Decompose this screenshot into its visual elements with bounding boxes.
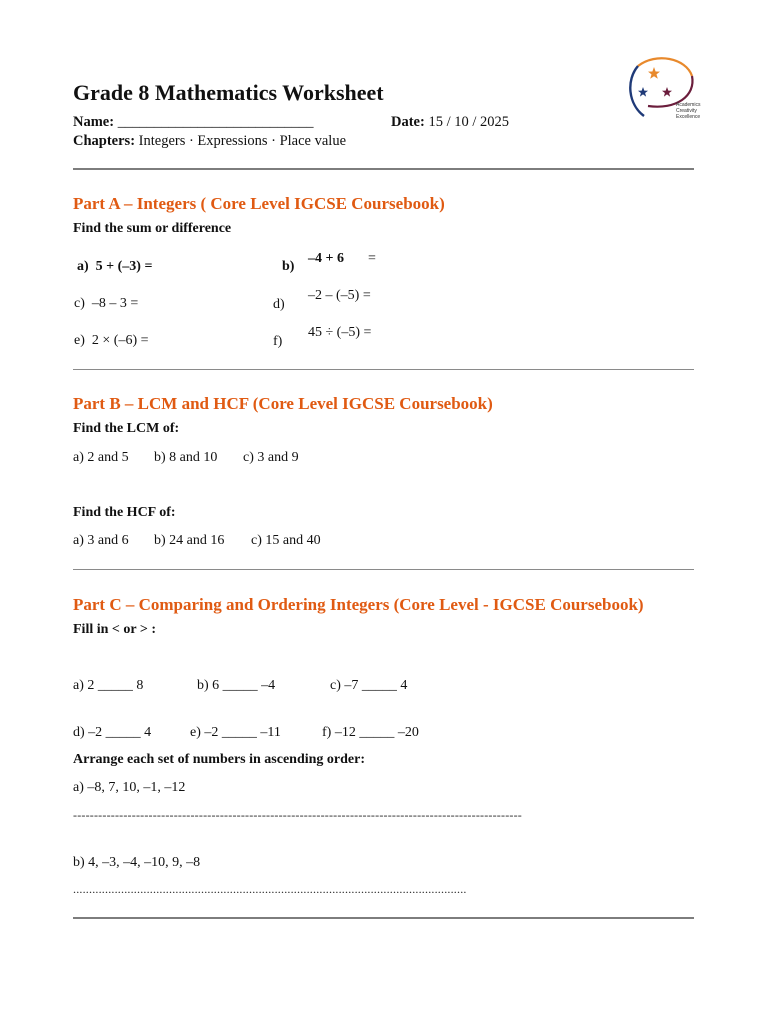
question-d-expression: –2 – (–5) =	[308, 288, 371, 303]
divider	[73, 917, 694, 919]
question-f-label: f)	[273, 334, 283, 349]
chapters-row	[73, 133, 346, 150]
question-label: e)	[74, 333, 85, 348]
logo-motto-line: Creativity	[676, 108, 697, 114]
compare-item: b) 6 _____ –4	[197, 678, 276, 693]
chapters-label: Chapters:	[73, 133, 136, 149]
chapters-value: Integers · Expressions · Place value	[138, 133, 347, 149]
question-label: c)	[74, 296, 85, 311]
hcf-item: c) 15 and 40	[251, 533, 321, 548]
arrange-set-b: b) 4, –3, –4, –10, 9, –8	[73, 855, 201, 870]
page-title: Grade 8 Mathematics Worksheet	[73, 80, 384, 105]
logo-motto	[676, 102, 700, 120]
arrange-instruction: Arrange each set of numbers in ascending order:	[73, 752, 366, 767]
answer-line-b[interactable]: ...........................................................................................................................	[73, 882, 467, 896]
logo-motto-line: Excellence	[676, 114, 701, 120]
lcm-instruction: Find the LCM of:	[73, 421, 180, 436]
compare-item: d) –2 _____ 4	[73, 725, 152, 740]
date-row	[391, 114, 509, 131]
answer-line-a[interactable]: -----------------------------------------------------------------------------------------------------------	[73, 808, 522, 822]
compare-item: e) –2 _____ –11	[190, 725, 281, 740]
question-expression: –8 – 3 =	[91, 296, 139, 311]
hcf-item: b) 24 and 16	[154, 533, 225, 548]
compare-item: f) –12 _____ –20	[322, 725, 419, 740]
divider	[73, 569, 694, 570]
question-a	[77, 259, 152, 275]
divider	[73, 369, 694, 370]
question-b-expression: –4 + 6	[308, 251, 344, 266]
name-blank[interactable]: ___________________________	[117, 114, 314, 130]
part-a-title: Part A – Integers ( Core Level IGCSE Coursebook)	[73, 194, 445, 213]
question-e	[74, 333, 149, 349]
question-d-label: d)	[273, 297, 285, 312]
divider	[73, 168, 694, 170]
lcm-item: a) 2 and 5	[73, 450, 129, 465]
question-b-label: b)	[282, 259, 295, 274]
question-expression: 5 + (–3) =	[95, 259, 153, 274]
name-row	[73, 114, 313, 131]
hcf-item: a) 3 and 6	[73, 533, 129, 548]
arrange-set-a: a) –8, 7, 10, –1, –12	[73, 780, 186, 795]
question-expression: 2 × (–6) =	[91, 333, 149, 348]
lcm-item: b) 8 and 10	[154, 450, 218, 465]
question-c	[74, 296, 138, 312]
part-a-instruction: Find the sum or difference	[73, 221, 232, 236]
question-f-expression: 45 ÷ (–5) =	[308, 325, 372, 340]
question-label: a)	[77, 259, 89, 274]
date-label: Date:	[391, 114, 425, 130]
fill-instruction: Fill in < or > :	[73, 622, 156, 637]
school-logo	[626, 54, 700, 124]
date-value: 15 / 10 / 2025	[428, 114, 510, 130]
part-b-title: Part B – LCM and HCF (Core Level IGCSE Coursebook)	[73, 394, 493, 413]
hcf-instruction: Find the HCF of:	[73, 505, 176, 520]
compare-item: a) 2 _____ 8	[73, 678, 144, 693]
part-c-title: Part C – Comparing and Ordering Integers (Core Level - IGCSE Coursebook)	[73, 595, 644, 614]
question-b-equals: =	[368, 251, 376, 266]
logo-motto-line: Academics	[676, 102, 701, 108]
compare-item: c) –7 _____ 4	[330, 678, 408, 693]
name-label: Name:	[73, 114, 115, 130]
lcm-item: c) 3 and 9	[243, 450, 299, 465]
